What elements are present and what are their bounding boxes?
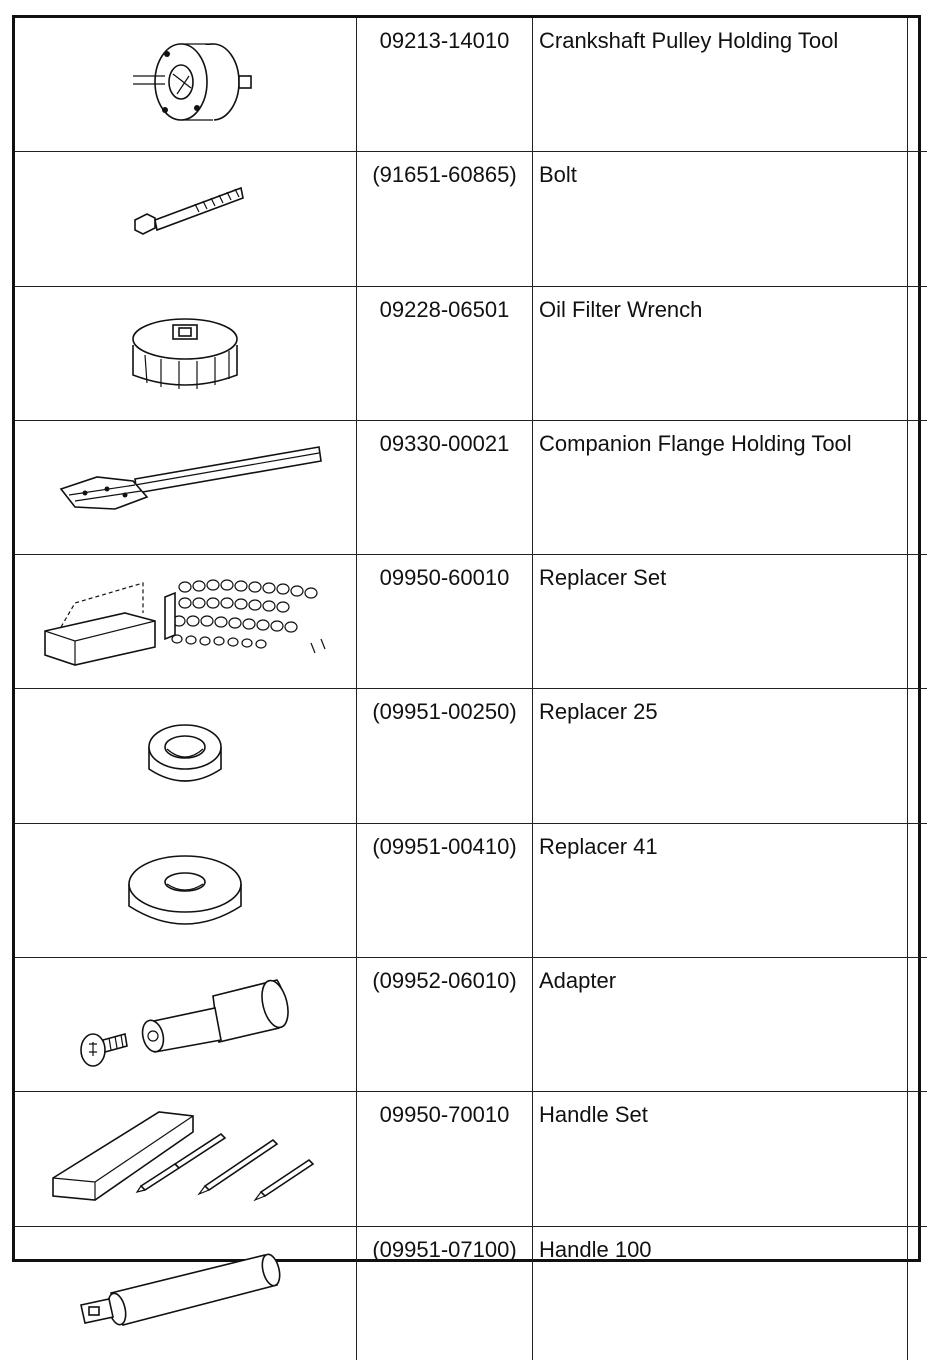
tool-name: Handle 100 [533, 1226, 908, 1360]
bolt-icon [15, 152, 356, 275]
tool-name: Replacer Set [533, 555, 908, 689]
table-row [15, 152, 927, 286]
replacer-25-icon [15, 689, 356, 812]
table-row [15, 420, 927, 554]
oil-filter-wrench-icon [15, 287, 356, 410]
part-number: (09951-07100) [357, 1226, 533, 1360]
part-number: (09951-00410) [357, 823, 533, 957]
replacer-41-icon [15, 824, 356, 947]
part-number: (09952-06010) [357, 958, 533, 1092]
replacer-set-icon [15, 555, 356, 678]
crankshaft-pulley-holding-tool-icon [15, 18, 356, 141]
table-row [15, 286, 927, 420]
table-row [15, 823, 927, 957]
part-number: 09228-06501 [357, 286, 533, 420]
part-number: 09950-70010 [357, 1092, 533, 1226]
tool-name: Adapter [533, 958, 908, 1092]
table-row [15, 1092, 927, 1226]
part-number: (09951-00250) [357, 689, 533, 823]
adapter-icon [15, 958, 356, 1081]
part-number: 09330-00021 [357, 420, 533, 554]
tool-name: Replacer 41 [533, 823, 908, 957]
part-number: 09950-60010 [357, 555, 533, 689]
table-row [15, 1226, 927, 1360]
table-row [15, 18, 927, 152]
special-service-tools-table [12, 15, 921, 1262]
table-row [15, 689, 927, 823]
tool-name: Companion Flange Holding Tool [533, 420, 908, 554]
table-row [15, 958, 927, 1092]
table-row [15, 555, 927, 689]
tool-name: Bolt [533, 152, 908, 286]
tool-name: Handle Set [533, 1092, 908, 1226]
tool-name: Oil Filter Wrench [533, 286, 908, 420]
part-number: 09213-14010 [357, 18, 533, 152]
tools-table [15, 18, 927, 1360]
tool-name: Replacer 25 [533, 689, 908, 823]
handle-set-icon [15, 1092, 356, 1215]
part-number: (91651-60865) [357, 152, 533, 286]
tool-name: Crankshaft Pulley Holding Tool [533, 18, 908, 152]
handle-100-icon [15, 1227, 356, 1350]
companion-flange-holding-tool-icon [15, 421, 356, 544]
